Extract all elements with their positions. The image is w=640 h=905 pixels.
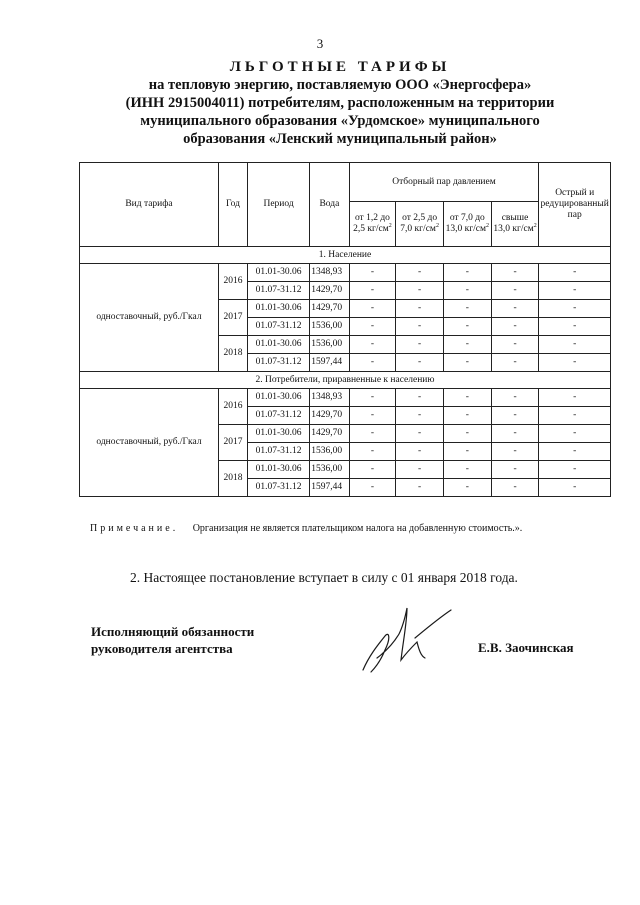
dash-cell: - bbox=[491, 318, 539, 336]
year-cell: 2018 bbox=[218, 336, 247, 372]
title-block bbox=[60, 58, 620, 148]
dash-cell: - bbox=[349, 443, 396, 461]
dash-cell: - bbox=[349, 318, 396, 336]
water-cell: 1348,93 bbox=[310, 389, 349, 407]
dash-cell: - bbox=[443, 389, 491, 407]
effective-date-clause: 2. Настоящее постановление вступает в силу с 01 января 2018 года. bbox=[130, 570, 518, 585]
dash-cell: - bbox=[443, 461, 491, 479]
dash-cell: - bbox=[443, 336, 491, 354]
water-cell: 1536,00 bbox=[310, 443, 349, 461]
water-cell: 1597,44 bbox=[310, 354, 349, 372]
dash-cell: - bbox=[491, 425, 539, 443]
period-cell: 01.07-31.12 bbox=[247, 318, 309, 336]
dash-cell: - bbox=[349, 300, 396, 318]
header-steam-1: от 1,2 до 2,5 $кг/см^2$ bbox=[349, 202, 396, 247]
year-cell: 2018 bbox=[218, 461, 247, 497]
year-cell: 2016 bbox=[218, 389, 247, 425]
dash-cell: - bbox=[396, 318, 444, 336]
dash-cell: - bbox=[443, 425, 491, 443]
dash-cell: - bbox=[396, 282, 444, 300]
dash-cell: - bbox=[491, 282, 539, 300]
note-label: Примечание. bbox=[90, 523, 179, 534]
dash-cell: - bbox=[539, 264, 611, 282]
section-title: 2. Потребители, приравненные к населению bbox=[80, 372, 611, 389]
water-cell: 1536,00 bbox=[310, 336, 349, 354]
dash-cell: - bbox=[539, 443, 611, 461]
header-year: Год bbox=[218, 163, 247, 247]
dash-cell: - bbox=[491, 300, 539, 318]
dash-cell: - bbox=[396, 354, 444, 372]
dash-cell: - bbox=[349, 282, 396, 300]
water-cell: 1429,70 bbox=[310, 300, 349, 318]
dash-cell: - bbox=[491, 354, 539, 372]
header-steam-3: от 7,0 до 13,0 $кг/см^2$ bbox=[443, 202, 491, 247]
signer-title-line: руководителя агентства bbox=[91, 641, 233, 656]
dash-cell: - bbox=[539, 461, 611, 479]
period-cell: 01.07-31.12 bbox=[247, 282, 309, 300]
dash-cell: - bbox=[349, 479, 396, 497]
dash-cell: - bbox=[396, 336, 444, 354]
dash-cell: - bbox=[443, 282, 491, 300]
dash-cell: - bbox=[349, 354, 396, 372]
dash-cell: - bbox=[396, 407, 444, 425]
dash-cell: - bbox=[396, 389, 444, 407]
dash-cell: - bbox=[349, 389, 396, 407]
water-cell: 1348,93 bbox=[310, 264, 349, 282]
subtitle-line: (ИНН 2915004011) потребителям, расположенным на территории bbox=[125, 95, 555, 111]
signer-title bbox=[91, 623, 254, 657]
dash-cell: - bbox=[491, 461, 539, 479]
water-cell: 1429,70 bbox=[310, 282, 349, 300]
section-title: 1. Население bbox=[80, 247, 611, 264]
dash-cell: - bbox=[349, 264, 396, 282]
header-steam-2: от 2,5 до 7,0 $кг/см^2$ bbox=[396, 202, 444, 247]
dash-cell: - bbox=[443, 443, 491, 461]
note bbox=[90, 523, 522, 534]
period-cell: 01.01-30.06 bbox=[247, 461, 309, 479]
dash-cell: - bbox=[396, 443, 444, 461]
dash-cell: - bbox=[443, 354, 491, 372]
note-text: Организация не является плательщиком налога на добавленную стоимость.». bbox=[192, 523, 523, 534]
dash-cell: - bbox=[443, 479, 491, 497]
tariff-type-cell: одноставочный, руб./Гкал bbox=[80, 389, 219, 497]
handwritten-signature bbox=[355, 598, 455, 680]
dash-cell: - bbox=[539, 354, 611, 372]
dash-cell: - bbox=[491, 479, 539, 497]
header-period: Период bbox=[247, 163, 309, 247]
water-cell: 1429,70 bbox=[310, 407, 349, 425]
dash-cell: - bbox=[491, 264, 539, 282]
period-cell: 01.07-31.12 bbox=[247, 443, 309, 461]
dash-cell: - bbox=[443, 264, 491, 282]
header-tariff-type: Вид тарифа bbox=[80, 163, 219, 247]
signer-title-line: Исполняющий обязанности bbox=[91, 624, 255, 639]
signer-name: Е.В. Заочинская bbox=[478, 640, 574, 655]
period-cell: 01.07-31.12 bbox=[247, 354, 309, 372]
dash-cell: - bbox=[539, 336, 611, 354]
water-cell: 1597,44 bbox=[310, 479, 349, 497]
dash-cell: - bbox=[396, 264, 444, 282]
dash-cell: - bbox=[539, 300, 611, 318]
period-cell: 01.01-30.06 bbox=[247, 389, 309, 407]
dash-cell: - bbox=[491, 336, 539, 354]
dash-cell: - bbox=[539, 389, 611, 407]
year-cell: 2016 bbox=[218, 264, 247, 300]
dash-cell: - bbox=[349, 461, 396, 479]
tariff-type-cell: одноставочный, руб./Гкал bbox=[80, 264, 219, 372]
header-water: Вода bbox=[310, 163, 349, 247]
dash-cell: - bbox=[539, 425, 611, 443]
dash-cell: - bbox=[539, 282, 611, 300]
dash-cell: - bbox=[539, 407, 611, 425]
period-cell: 01.01-30.06 bbox=[247, 336, 309, 354]
dash-cell: - bbox=[349, 425, 396, 443]
dash-cell: - bbox=[443, 318, 491, 336]
period-cell: 01.01-30.06 bbox=[247, 425, 309, 443]
header-steam-group: Отборный пар давлением bbox=[349, 163, 539, 202]
header-sharp-steam: Острый и редуцированный пар bbox=[539, 163, 611, 247]
period-cell: 01.01-30.06 bbox=[247, 300, 309, 318]
dash-cell: - bbox=[491, 407, 539, 425]
dash-cell: - bbox=[396, 479, 444, 497]
water-cell: 1536,00 bbox=[310, 318, 349, 336]
year-cell: 2017 bbox=[218, 425, 247, 461]
dash-cell: - bbox=[491, 389, 539, 407]
period-cell: 01.07-31.12 bbox=[247, 407, 309, 425]
dash-cell: - bbox=[443, 300, 491, 318]
tariff-table bbox=[79, 162, 611, 497]
page-number: 3 bbox=[316, 36, 324, 51]
period-cell: 01.07-31.12 bbox=[247, 479, 309, 497]
dash-cell: - bbox=[396, 461, 444, 479]
subtitle-line: муниципального образования «Урдомское» муниципального bbox=[140, 113, 540, 129]
dash-cell: - bbox=[349, 407, 396, 425]
dash-cell: - bbox=[539, 479, 611, 497]
subtitle-line: на тепловую энергию, поставляемую ООО «Энергосфера» bbox=[148, 77, 532, 93]
dash-cell: - bbox=[349, 336, 396, 354]
document-title: ЛЬГОТНЫЕ ТАРИФЫ bbox=[229, 59, 451, 75]
period-cell: 01.01-30.06 bbox=[247, 264, 309, 282]
dash-cell: - bbox=[539, 318, 611, 336]
dash-cell: - bbox=[396, 300, 444, 318]
subtitle-line: образования «Ленский муниципальный район» bbox=[183, 131, 497, 147]
dash-cell: - bbox=[443, 407, 491, 425]
water-cell: 1429,70 bbox=[310, 425, 349, 443]
year-cell: 2017 bbox=[218, 300, 247, 336]
water-cell: 1536,00 bbox=[310, 461, 349, 479]
dash-cell: - bbox=[491, 443, 539, 461]
dash-cell: - bbox=[396, 425, 444, 443]
header-steam-4: свыше 13,0 $кг/см^2$ bbox=[491, 202, 539, 247]
